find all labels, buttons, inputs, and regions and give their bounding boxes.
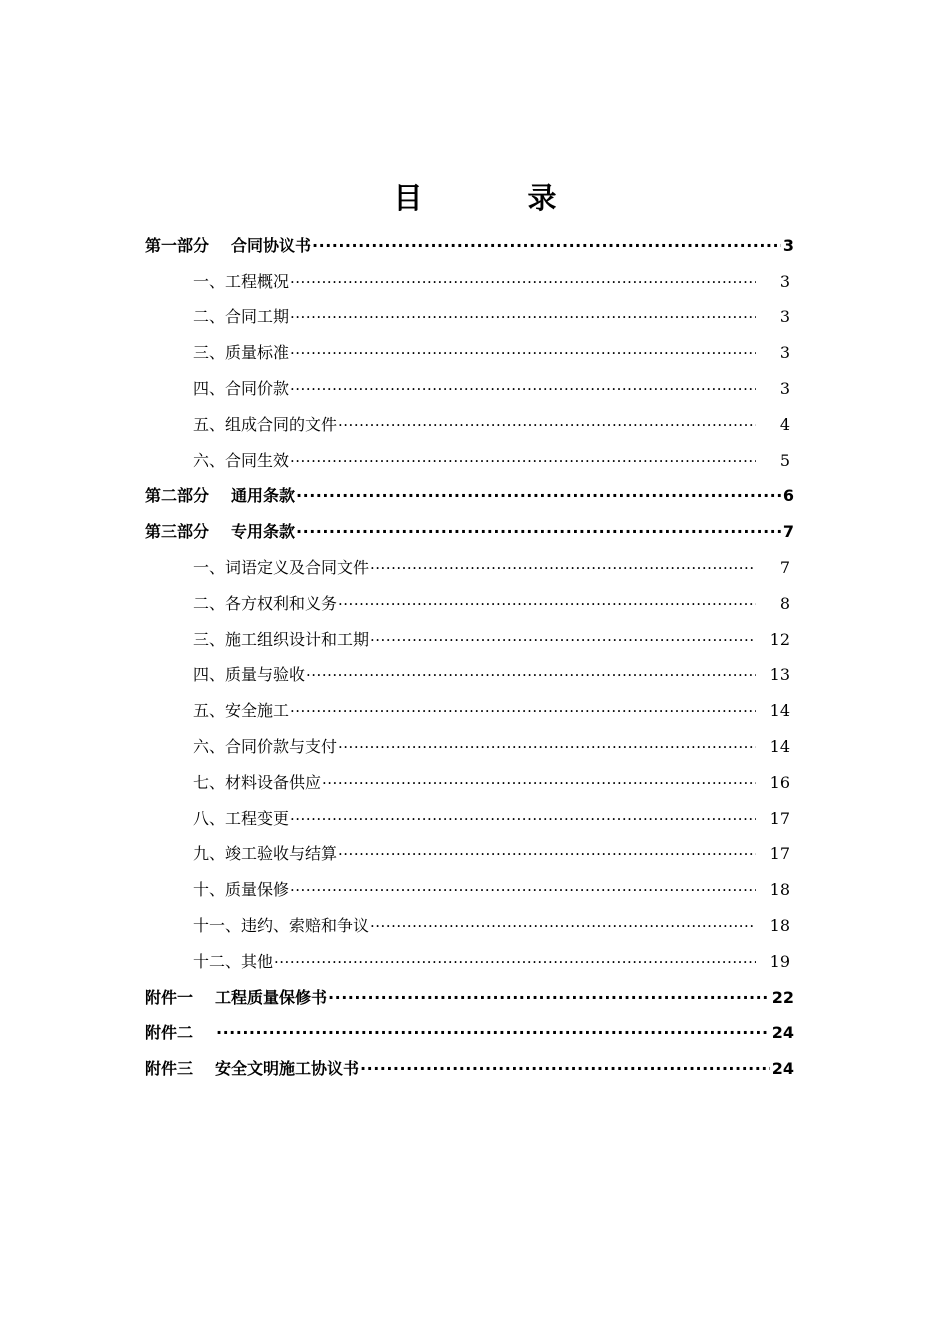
dot-leader [290, 701, 756, 721]
toc-part-number: 附件一 [145, 987, 194, 1007]
toc-entry-label: 十一、违约、索赔和争议 [193, 915, 370, 935]
toc-page-number: 6 [782, 486, 794, 506]
toc-subsection-entry[interactable] [0, 578, 950, 614]
toc-page-number: 24 [771, 1059, 794, 1079]
toc-section-entry[interactable] [0, 972, 950, 1008]
toc-subsection-entry[interactable] [0, 793, 950, 829]
dot-leader [274, 952, 756, 972]
toc-subsection-entry[interactable] [0, 435, 950, 471]
dot-leader [328, 988, 770, 1008]
toc-entry-label [145, 988, 327, 1008]
dot-leader [290, 809, 756, 829]
dot-leader [360, 1059, 770, 1079]
toc-entry-label: 六、合同生效 [193, 450, 290, 470]
toc-entry-label: 四、合同价款 [193, 378, 290, 398]
toc-entry-label: 二、合同工期 [193, 307, 290, 327]
toc-subsection-entry[interactable] [0, 650, 950, 686]
toc-subsection-entry[interactable] [0, 829, 950, 865]
toc-subsection-entry[interactable] [0, 542, 950, 578]
table-of-contents [0, 220, 950, 1079]
toc-subsection-entry[interactable] [0, 900, 950, 936]
toc-entry-label [145, 1059, 359, 1079]
toc-page-number: 3 [779, 307, 790, 327]
toc-part-number: 附件二 [145, 1023, 194, 1043]
toc-entry-label [145, 1023, 215, 1043]
toc-page-number: 13 [769, 665, 790, 685]
dot-leader [338, 594, 756, 614]
toc-page-number: 3 [782, 235, 794, 255]
toc-page-number: 14 [769, 736, 790, 756]
toc-page-number: 18 [769, 880, 790, 900]
toc-entry-label: 四、质量与验收 [193, 665, 306, 685]
dot-leader [296, 486, 781, 506]
dot-leader [370, 630, 756, 650]
toc-part-title: 合同协议书 [231, 235, 312, 255]
dot-leader [216, 1023, 770, 1043]
toc-page-number: 3 [779, 343, 790, 363]
dot-leader [296, 522, 781, 542]
toc-entry-label: 二、各方权利和义务 [193, 593, 338, 613]
toc-subsection-entry[interactable] [0, 363, 950, 399]
page-title: 目 录 [393, 181, 595, 215]
toc-subsection-entry[interactable] [0, 757, 950, 793]
toc-page-number: 3 [779, 271, 790, 291]
toc-page-number: 16 [769, 772, 790, 792]
toc-section-entry[interactable] [0, 1043, 950, 1079]
toc-entry-label: 六、合同价款与支付 [193, 736, 338, 756]
toc-entry-label: 十二、其他 [193, 951, 274, 971]
toc-entry-label [145, 522, 295, 542]
dot-leader [338, 844, 756, 864]
toc-subsection-entry[interactable] [0, 936, 950, 972]
toc-entry-label: 五、组成合同的文件 [193, 414, 338, 434]
toc-page-number: 12 [769, 629, 790, 649]
toc-part-number: 附件三 [145, 1059, 194, 1079]
dot-leader [306, 665, 756, 685]
dot-leader [290, 379, 756, 399]
toc-entry-label [145, 236, 311, 256]
toc-entry-label: 十、质量保修 [193, 880, 290, 900]
toc-page-number: 7 [782, 522, 794, 542]
toc-page-number: 17 [769, 844, 790, 864]
dot-leader [290, 343, 756, 363]
toc-page-number: 4 [779, 414, 790, 434]
toc-entry-label: 三、质量标准 [193, 343, 290, 363]
toc-page-number: 24 [771, 1023, 794, 1043]
toc-subsection-entry[interactable] [0, 864, 950, 900]
toc-entry-label: 一、词语定义及合同文件 [193, 557, 370, 577]
toc-subsection-entry[interactable] [0, 292, 950, 328]
toc-subsection-entry[interactable] [0, 399, 950, 435]
dot-leader [312, 236, 781, 256]
toc-part-title: 安全文明施工协议书 [215, 1059, 360, 1079]
toc-entry-label: 九、竣工验收与结算 [193, 844, 338, 864]
toc-subsection-entry[interactable] [0, 327, 950, 363]
toc-section-entry[interactable] [0, 471, 950, 507]
dot-leader [338, 737, 756, 757]
toc-page-number: 22 [771, 987, 794, 1007]
dot-leader [370, 916, 756, 936]
toc-subsection-entry[interactable] [0, 614, 950, 650]
toc-page-number: 5 [779, 450, 790, 470]
toc-page-number: 7 [779, 557, 790, 577]
toc-entry-label: 一、工程概况 [193, 271, 290, 291]
dot-leader [290, 307, 756, 327]
toc-part-number: 第三部分 [145, 522, 210, 542]
toc-page-number: 3 [779, 378, 790, 398]
toc-subsection-entry[interactable] [0, 685, 950, 721]
toc-subsection-entry[interactable] [0, 721, 950, 757]
toc-page-number: 8 [779, 593, 790, 613]
toc-entry-label [145, 486, 295, 506]
toc-part-title: 工程质量保修书 [215, 987, 328, 1007]
toc-page-number: 19 [769, 951, 790, 971]
toc-entry-label: 五、安全施工 [193, 701, 290, 721]
dot-leader [290, 880, 756, 900]
toc-subsection-entry[interactable] [0, 256, 950, 292]
toc-part-title: 专用条款 [231, 522, 296, 542]
toc-section-entry[interactable] [0, 220, 950, 256]
toc-page-number: 14 [769, 701, 790, 721]
toc-part-number: 第二部分 [145, 486, 210, 506]
toc-page-number: 18 [769, 915, 790, 935]
toc-part-number: 第一部分 [145, 235, 210, 255]
toc-section-entry[interactable] [0, 506, 950, 542]
dot-leader [370, 558, 756, 578]
toc-page-number: 17 [769, 808, 790, 828]
dot-leader [338, 415, 756, 435]
dot-leader [290, 272, 756, 292]
toc-entry-label: 三、施工组织设计和工期 [193, 629, 370, 649]
toc-section-entry[interactable] [0, 1008, 950, 1044]
dot-leader [290, 451, 756, 471]
toc-entry-label: 八、工程变更 [193, 808, 290, 828]
toc-entry-label: 七、材料设备供应 [193, 772, 322, 792]
toc-part-title: 通用条款 [231, 486, 296, 506]
dot-leader [322, 773, 756, 793]
